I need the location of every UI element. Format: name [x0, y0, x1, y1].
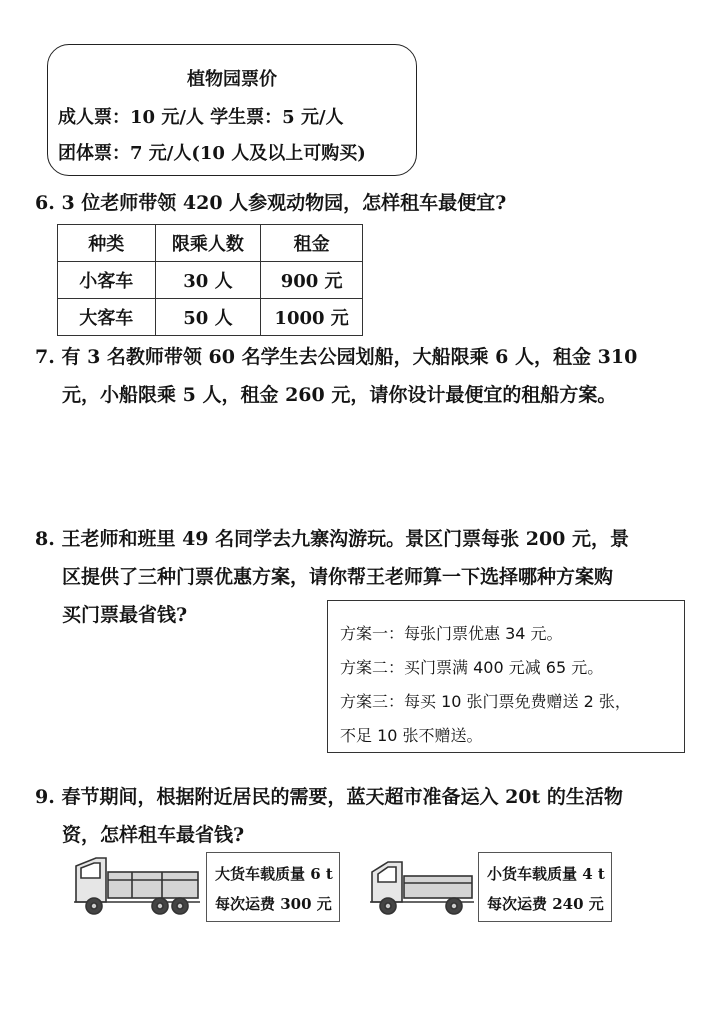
plan-item: 不足 10 张不赠送。 [340, 726, 483, 745]
small-truck-fee: 每次运费 240 元 [487, 895, 604, 913]
plan-item: 方案一：每张门票优惠 34 元。 [340, 624, 563, 643]
table-cell: 小客车 [58, 262, 156, 299]
table-row [58, 299, 363, 336]
small-truck-label [478, 852, 612, 922]
table-cell: 大客车 [58, 299, 156, 336]
bus-rental-table [57, 224, 363, 336]
table-header-row [58, 225, 363, 262]
question-9-line2: 资，怎样租车最省钱? [62, 824, 245, 846]
plan-item: 方案三：每买 10 张门票免费赠送 2 张， [340, 692, 631, 711]
discount-plans-box [327, 600, 685, 753]
table-cell: 1000 元 [261, 299, 363, 336]
table-header-cell: 租金 [261, 225, 363, 262]
small-truck-icon [368, 852, 476, 918]
table-row [58, 262, 363, 299]
question-8-line2: 区提供了三种门票优惠方案，请你帮王老师算一下选择哪种方案购 [62, 566, 614, 588]
question-8-line3: 买门票最省钱? [62, 604, 188, 626]
table-header-cell: 种类 [58, 225, 156, 262]
table-header-cell: 限乘人数 [155, 225, 261, 262]
plan-item: 方案二：买门票满 400 元减 65 元。 [340, 658, 604, 677]
ticket-box-line2: 团体票：7 元/人(10 人及以上可购买) [58, 143, 366, 164]
table-cell: 900 元 [261, 262, 363, 299]
question-7-line2: 元，小船限乘 5 人，租金 260 元，请你设计最便宜的租船方案。 [62, 384, 617, 406]
table-cell: 50 人 [155, 299, 261, 336]
small-truck-capacity: 小货车载质量 4 t [487, 865, 605, 883]
ticket-box-line1: 成人票：10 元/人 学生票：5 元/人 [58, 107, 344, 128]
ticket-price-box [47, 44, 417, 176]
question-6: 6. 3 位老师带领 420 人参观动物园，怎样租车最便宜? [35, 192, 507, 214]
question-7-line1: 7. 有 3 名教师带领 60 名学生去公园划船，大船限乘 6 人，租金 310 [35, 346, 638, 368]
big-truck-label [206, 852, 340, 922]
big-truck-fee: 每次运费 300 元 [215, 895, 332, 913]
table-cell: 30 人 [155, 262, 261, 299]
ticket-box-title: 植物园票价 [187, 69, 277, 90]
question-9-line1: 9. 春节期间，根据附近居民的需要，蓝天超市准备运入 20t 的生活物 [35, 786, 623, 808]
big-truck-icon [72, 852, 202, 918]
big-truck-capacity: 大货车载质量 6 t [215, 865, 333, 883]
question-8-line1: 8. 王老师和班里 49 名同学去九寨沟游玩。景区门票每张 200 元，景 [35, 528, 630, 550]
